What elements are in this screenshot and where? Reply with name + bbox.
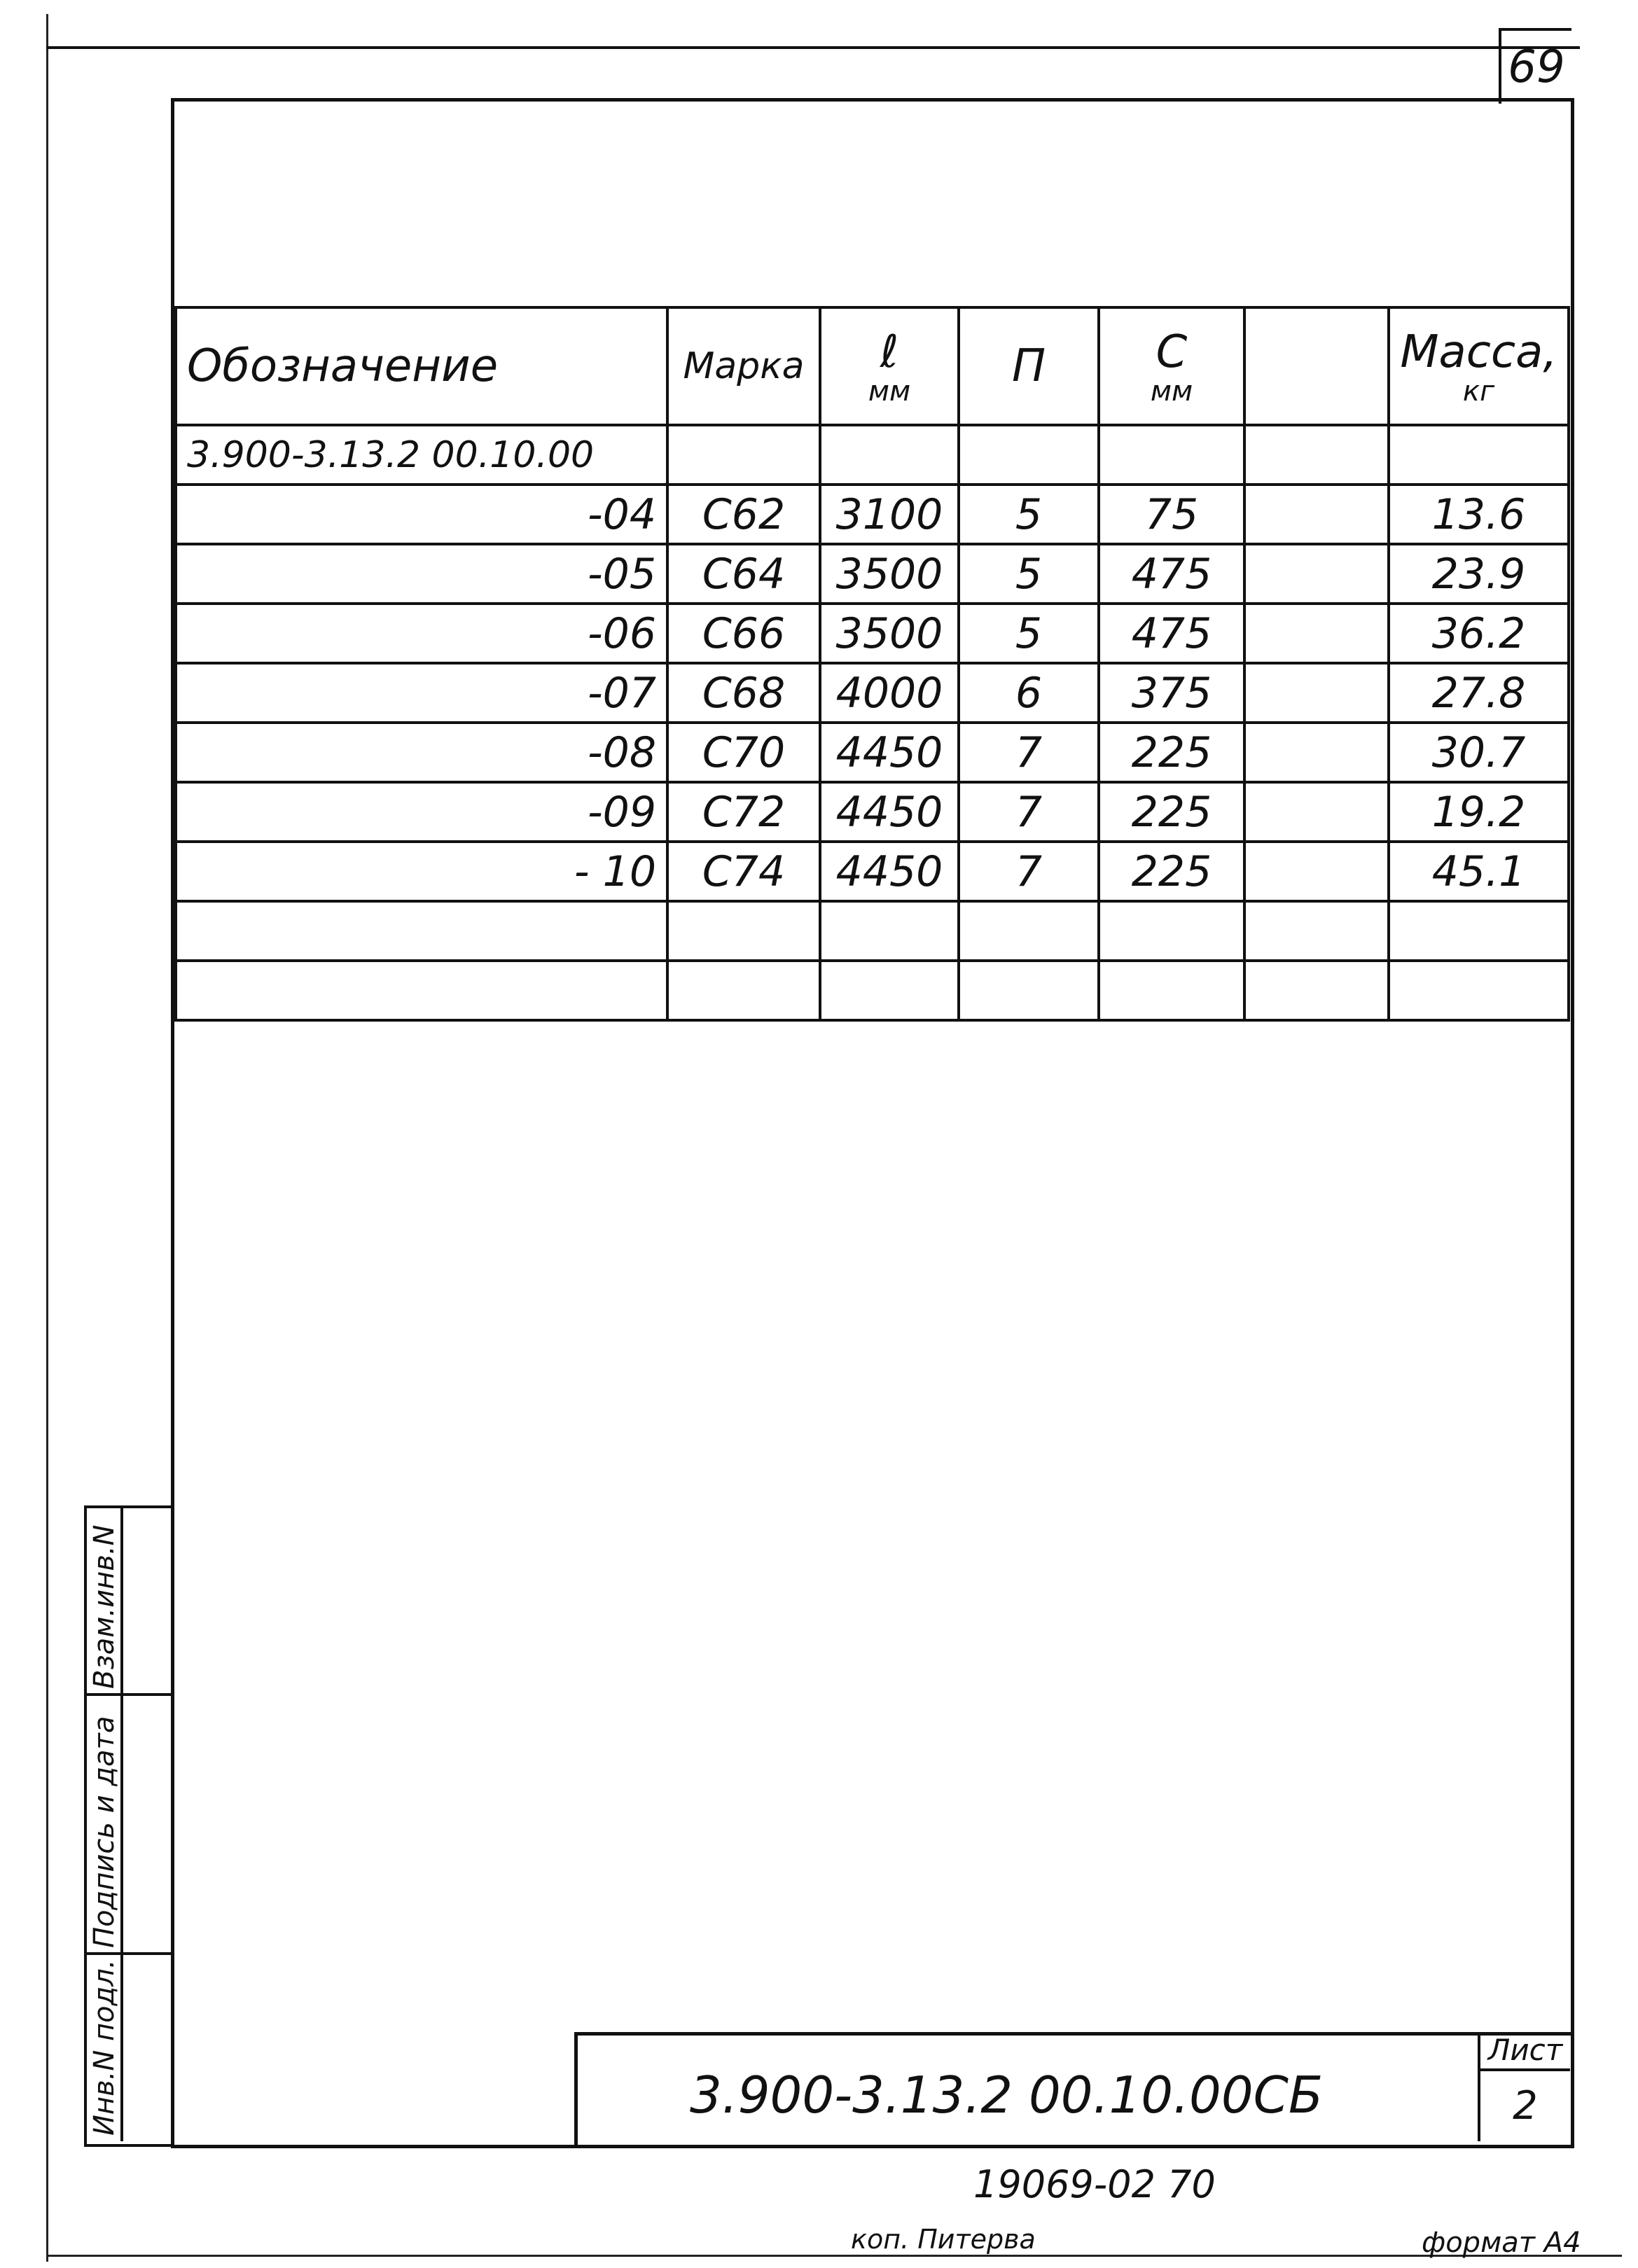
row-blank: [1244, 663, 1389, 723]
row-count: 5: [959, 604, 1099, 663]
header-c-unit: мм: [1150, 375, 1193, 408]
table-header-row: [176, 307, 1569, 425]
row-mass: 36.2: [1389, 604, 1569, 663]
row-count: 7: [959, 723, 1099, 782]
row-count: 7: [959, 842, 1099, 901]
row-length: 4450: [820, 842, 959, 901]
row-c: 475: [1099, 544, 1244, 604]
sheet-bottom-edge: [46, 2255, 1622, 2257]
sheet-label: Лист: [1478, 2032, 1570, 2071]
row-blank: [1244, 485, 1389, 544]
row-blank: [1244, 604, 1389, 663]
row-mark: С74: [667, 842, 820, 901]
row-suffix: -04: [176, 485, 667, 544]
stamp-row-line: [87, 1693, 171, 1696]
row-mass: 23.9: [1389, 544, 1569, 604]
table-row: [176, 663, 1569, 723]
row-mark: С70: [667, 723, 820, 782]
row-count: 5: [959, 485, 1099, 544]
row-mass: 27.8: [1389, 663, 1569, 723]
stamp-row-line: [87, 1505, 171, 1508]
table-row: [176, 723, 1569, 782]
row-suffix: -06: [176, 604, 667, 663]
row-length: 3100: [820, 485, 959, 544]
row-count: 7: [959, 782, 1099, 842]
header-blank: [1244, 307, 1389, 425]
row-count: 6: [959, 663, 1099, 723]
stamp-divider: [120, 1505, 123, 2141]
stamp-replace-inv: Взам.инв.N: [88, 1524, 120, 1689]
parent-code: 3.900-3.13.2 00.10.00: [176, 425, 667, 485]
row-blank: [1244, 782, 1389, 842]
table-row: [176, 604, 1569, 663]
top-rule: [46, 46, 1580, 49]
row-mark: С64: [667, 544, 820, 604]
row-c: 225: [1099, 842, 1244, 901]
row-mark: С66: [667, 604, 820, 663]
row-mass: 13.6: [1389, 485, 1569, 544]
row-c: 225: [1099, 723, 1244, 782]
header-count: П: [959, 307, 1099, 425]
row-mark: С72: [667, 782, 820, 842]
stamp-row-line: [87, 1952, 171, 1955]
row-length: 4450: [820, 782, 959, 842]
row-suffix: -09: [176, 782, 667, 842]
stamp-inv-orig: Инв.N подл.: [88, 1959, 120, 2136]
row-c: 375: [1099, 663, 1244, 723]
header-c: С мм: [1099, 307, 1244, 425]
header-mark: Марка: [667, 307, 820, 425]
row-count: 5: [959, 544, 1099, 604]
copier-note: коп. Питерва: [851, 2224, 1036, 2255]
row-blank: [1244, 842, 1389, 901]
header-designation: Обозначение: [176, 307, 667, 425]
row-blank: [1244, 723, 1389, 782]
header-mass-unit: кг: [1462, 375, 1495, 408]
header-length: ℓ мм: [820, 307, 959, 425]
row-suffix: -08: [176, 723, 667, 782]
row-c: 475: [1099, 604, 1244, 663]
row-length: 4450: [820, 723, 959, 782]
row-mass: 45.1: [1389, 842, 1569, 901]
row-c: 225: [1099, 782, 1244, 842]
table-row-parent: [176, 425, 1569, 485]
header-length-unit: мм: [868, 375, 911, 408]
sheet-left-edge: [46, 14, 48, 2262]
table-row: [176, 782, 1569, 842]
table-row: [176, 544, 1569, 604]
table-row: [176, 842, 1569, 901]
row-length: 3500: [820, 544, 959, 604]
row-length: 4000: [820, 663, 959, 723]
inventory-number: 19069-02 70: [973, 2162, 1216, 2206]
format-note: формат А4: [1422, 2227, 1581, 2259]
page-number: 69: [1499, 28, 1571, 104]
row-mark: С68: [667, 663, 820, 723]
spec-table: [174, 306, 1570, 1022]
row-suffix: -07: [176, 663, 667, 723]
row-mark: С62: [667, 485, 820, 544]
row-suffix: -05: [176, 544, 667, 604]
table-row-empty: [176, 901, 1569, 961]
row-suffix: - 10: [176, 842, 667, 901]
header-mass: Масса, кг: [1389, 307, 1569, 425]
row-mass: 19.2: [1389, 782, 1569, 842]
table-row: [176, 485, 1569, 544]
row-mass: 30.7: [1389, 723, 1569, 782]
stamp-sign-date: Подпись и дата: [88, 1716, 120, 1948]
row-length: 3500: [820, 604, 959, 663]
row-c: 75: [1099, 485, 1244, 544]
sheet-number: 2: [1478, 2070, 1570, 2141]
table-row-empty: [176, 961, 1569, 1020]
document-code: 3.900-3.13.2 00.10.00СБ: [690, 2066, 1324, 2124]
row-blank: [1244, 544, 1389, 604]
